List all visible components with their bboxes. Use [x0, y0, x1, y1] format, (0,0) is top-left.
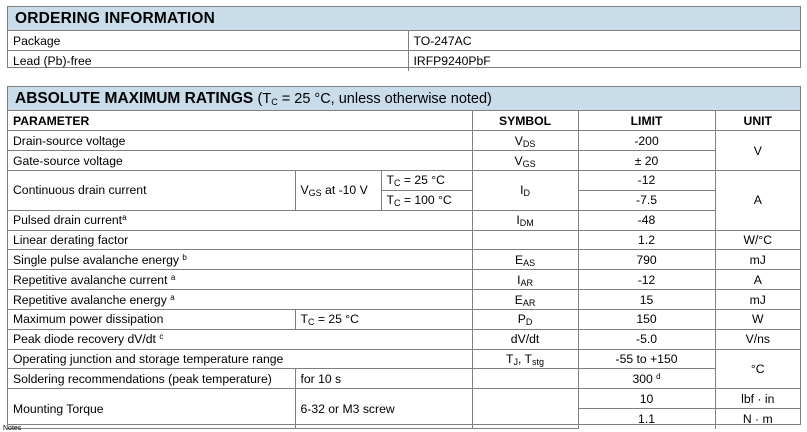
rep-avalanche-energy-symbol: $E_{AR}$ — [472, 290, 578, 310]
single-pulse-limit: 790 — [578, 250, 715, 270]
max-power-unit: W — [715, 309, 800, 329]
table-row — [8, 151, 800, 171]
continuous-drain-symbol: $I_D$ — [472, 171, 578, 211]
rep-avalanche-energy-param: Repetitive avalanche energy $^a$ — [8, 290, 472, 310]
max-power-condition: $T_C = 25$ °C — [295, 309, 472, 329]
absolute-maximum-ratings-section — [7, 86, 801, 425]
single-pulse-symbol: $E_{AS}$ — [472, 250, 578, 270]
voltage-unit: V — [715, 131, 800, 171]
parameter-header: PARAMETER — [8, 111, 472, 131]
max-power-symbol: $P_D$ — [472, 309, 578, 329]
ratings-title — [8, 87, 800, 111]
drain-source-limit: -200 — [578, 131, 715, 151]
table-row — [8, 290, 800, 310]
rep-avalanche-current-symbol: $I_{AR}$ — [472, 270, 578, 290]
gate-source-limit: ± 20 — [578, 151, 715, 171]
pulsed-drain-limit: -48 — [578, 210, 715, 230]
table-row — [8, 210, 800, 230]
package-value: TO-247AC — [408, 31, 800, 51]
peak-diode-param: Peak diode recovery dV/dt $^c$ — [8, 329, 472, 349]
rep-avalanche-energy-unit: mJ — [715, 290, 800, 310]
mounting-torque-unit-imperial: lbf · in — [715, 389, 800, 409]
soldering-param: Soldering recommendations (peak temperature) — [8, 369, 295, 389]
temp-100-condition: $T_C = 100$ °C — [381, 190, 472, 210]
max-power-param: Maximum power dissipation — [8, 309, 295, 329]
op-junction-limit: -55 to +150 — [578, 349, 715, 369]
temp-25-condition: $T_C = 25$ °C — [381, 171, 472, 191]
peak-diode-symbol: dV/dt — [472, 329, 578, 349]
ratings-title-text: ABSOLUTE MAXIMUM RATINGS — [15, 90, 254, 107]
current-unit: A — [715, 171, 800, 231]
continuous-drain-limit-100: -7.5 — [578, 190, 715, 210]
gate-source-symbol: $V_{GS}$ — [472, 151, 578, 171]
lead-free-label: Lead (Pb)-free — [8, 51, 408, 71]
soldering-symbol — [472, 369, 578, 389]
gate-source-param: Gate-source voltage — [8, 151, 472, 171]
peak-diode-limit: -5.0 — [578, 329, 715, 349]
pulsed-drain-symbol: $I_{DM}$ — [472, 210, 578, 230]
continuous-drain-limit-25: -12 — [578, 171, 715, 191]
table-row — [8, 329, 800, 349]
ordering-information-title: ORDERING INFORMATION — [8, 7, 800, 31]
mounting-torque-limit-imperial: 10 — [578, 389, 715, 409]
symbol-header: SYMBOL — [472, 111, 578, 131]
unit-header: UNIT — [715, 111, 800, 131]
table-row — [8, 270, 800, 290]
table-row — [8, 171, 800, 191]
single-pulse-unit: mJ — [715, 250, 800, 270]
single-pulse-param: Single pulse avalanche energy $^b$ — [8, 250, 472, 270]
op-junction-symbol: $T_J$, $T_{stg}$ — [472, 349, 578, 369]
drain-source-param: Drain-source voltage — [8, 131, 472, 151]
linear-derating-symbol — [472, 230, 578, 250]
ratings-subtitle — [258, 91, 492, 107]
op-junction-param: Operating junction and storage temperature range — [8, 349, 472, 369]
ratings-table — [8, 111, 800, 429]
table-row — [8, 51, 800, 71]
table-row — [8, 349, 800, 369]
temperature-unit: °C — [715, 349, 800, 389]
package-label: Package — [8, 31, 408, 51]
table-row — [8, 131, 800, 151]
mounting-torque-param: Mounting Torque — [8, 389, 295, 429]
rep-avalanche-energy-limit: 15 — [578, 290, 715, 310]
soldering-condition: for 10 s — [295, 369, 472, 389]
pulsed-drain-param: Pulsed drain current$^a$ — [8, 210, 472, 230]
mounting-torque-limit-metric: 1.1 — [578, 409, 715, 429]
limit-header: LIMIT — [578, 111, 715, 131]
table-row — [8, 250, 800, 270]
ordering-information-section — [7, 6, 801, 68]
linear-derating-unit: W/°C — [715, 230, 800, 250]
ordering-table — [8, 31, 800, 71]
table-header-row — [8, 111, 800, 131]
continuous-drain-condition: $V_{GS}$ at -10 V — [295, 171, 381, 211]
table-row — [8, 389, 800, 409]
mounting-torque-condition: 6-32 or M3 screw — [295, 389, 472, 429]
peak-diode-unit: V/ns — [715, 329, 800, 349]
table-row — [8, 369, 800, 389]
rep-avalanche-current-unit: A — [715, 270, 800, 290]
table-row — [8, 230, 800, 250]
max-power-limit: 150 — [578, 309, 715, 329]
notes-label: Notes — [3, 425, 22, 432]
mounting-torque-unit-metric: N · m — [715, 409, 800, 429]
table-row — [8, 309, 800, 329]
table-row — [8, 31, 800, 51]
rep-avalanche-current-limit: -12 — [578, 270, 715, 290]
mounting-torque-symbol — [472, 389, 578, 429]
soldering-limit: 300 $^d$ — [578, 369, 715, 389]
lead-free-value: IRFP9240PbF — [408, 51, 800, 71]
subtitle-prefix: (T — [257, 91, 272, 107]
rep-avalanche-current-param: Repetitive avalanche current $^a$ — [8, 270, 472, 290]
linear-derating-param: Linear derating factor — [8, 230, 472, 250]
subtitle-suffix: = 25 °C, unless otherwise noted) — [277, 91, 492, 107]
linear-derating-limit: 1.2 — [578, 230, 715, 250]
subtitle-sub: C — [271, 97, 278, 107]
drain-source-symbol: $V_{DS}$ — [472, 131, 578, 151]
continuous-drain-param: Continuous drain current — [8, 171, 295, 211]
